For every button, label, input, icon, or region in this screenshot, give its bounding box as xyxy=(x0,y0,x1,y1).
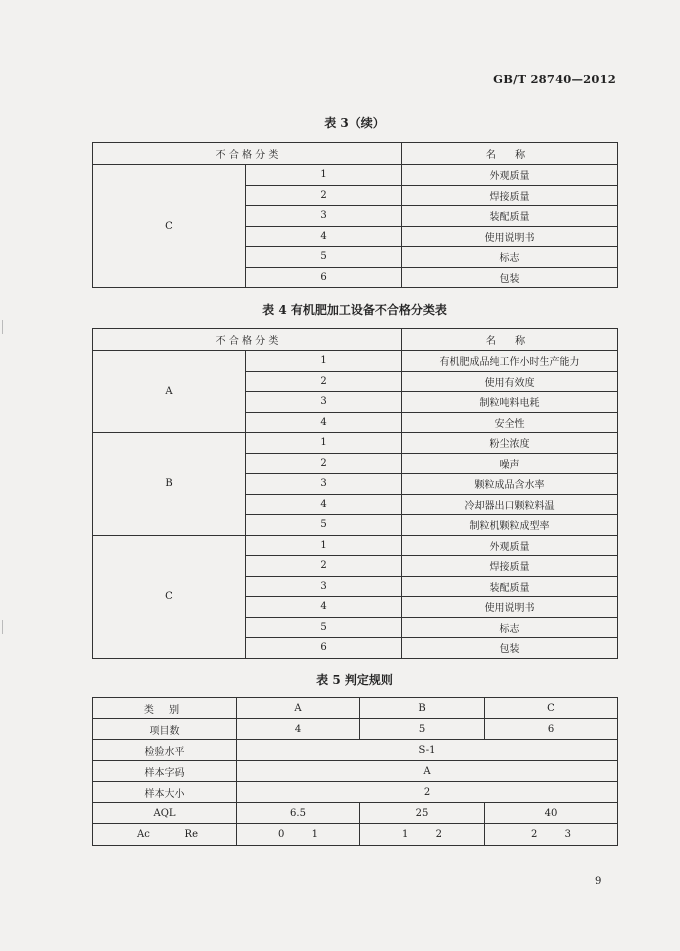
page-number: 9 xyxy=(595,876,602,887)
table5 xyxy=(92,697,618,846)
table4-header-name: 名 称 xyxy=(402,329,618,351)
table5-row-level xyxy=(93,740,618,761)
ac-value: 1 xyxy=(402,829,409,840)
re-value: 1 xyxy=(311,829,318,840)
item-number: 4 xyxy=(246,412,402,433)
item-name: 安全性 xyxy=(402,412,618,433)
re-value: 3 xyxy=(564,829,571,840)
binding-mark xyxy=(2,320,8,334)
item-name: 使用说明书 xyxy=(402,226,618,247)
item-name: 制粒吨料电耗 xyxy=(402,392,618,413)
item-number: 5 xyxy=(246,617,402,638)
table5-row-items xyxy=(93,719,618,740)
category-cell: A xyxy=(93,351,246,433)
item-number: 1 xyxy=(246,433,402,454)
re-value: 2 xyxy=(435,829,442,840)
table5-row-acre xyxy=(93,824,618,846)
item-number: 6 xyxy=(246,267,402,288)
cell-label: 检验水平 xyxy=(93,740,237,761)
item-name: 焊接质量 xyxy=(402,185,618,206)
re-label: Re xyxy=(184,829,198,840)
table5-row-code xyxy=(93,761,618,782)
cell-label: 样本字码 xyxy=(93,761,237,782)
item-name: 有机肥成品纯工作小时生产能力 xyxy=(402,351,618,372)
item-number: 1 xyxy=(246,535,402,556)
cell-value: 2 xyxy=(237,782,618,803)
cell-b: 25 xyxy=(360,803,485,824)
item-name: 焊接质量 xyxy=(402,556,618,577)
table3 xyxy=(92,142,618,288)
cell-label xyxy=(93,824,237,846)
cell-b: B xyxy=(360,698,485,719)
item-name: 外观质量 xyxy=(402,165,618,186)
item-number: 2 xyxy=(246,185,402,206)
item-number: 4 xyxy=(246,597,402,618)
cell-c: 6 xyxy=(485,719,618,740)
item-name: 使用说明书 xyxy=(402,597,618,618)
table-row xyxy=(93,351,618,372)
item-name: 使用有效度 xyxy=(402,371,618,392)
item-name: 包装 xyxy=(402,638,618,659)
table5-row-aql xyxy=(93,803,618,824)
item-number: 5 xyxy=(246,515,402,536)
item-number: 2 xyxy=(246,556,402,577)
cell-a: 6.5 xyxy=(237,803,360,824)
item-name: 冷却器出口颗粒料温 xyxy=(402,494,618,515)
cell-a xyxy=(237,824,360,846)
item-number: 3 xyxy=(246,576,402,597)
category-cell: B xyxy=(93,433,246,536)
cell-c xyxy=(485,824,618,846)
cell-label: AQL xyxy=(93,803,237,824)
cell-c: C xyxy=(485,698,618,719)
item-number: 4 xyxy=(246,494,402,515)
table4-header-class: 不 合 格 分 类 xyxy=(93,329,402,351)
ac-label: Ac xyxy=(137,829,150,840)
cell-label: 类 别 xyxy=(93,698,237,719)
item-number: 3 xyxy=(246,206,402,227)
item-number: 3 xyxy=(246,392,402,413)
category-cell: C xyxy=(93,165,246,288)
cell-value: A xyxy=(237,761,618,782)
item-number: 1 xyxy=(246,165,402,186)
item-name: 包装 xyxy=(402,267,618,288)
item-number: 4 xyxy=(246,226,402,247)
binding-mark xyxy=(2,620,8,634)
ac-value: 2 xyxy=(531,829,538,840)
table-row xyxy=(93,165,618,186)
item-number: 3 xyxy=(246,474,402,495)
table5-caption: 表 5 判定规则 xyxy=(316,673,393,687)
table3-caption: 表 3（续） xyxy=(324,116,385,130)
standard-number: GB/T 28740—2012 xyxy=(493,72,616,86)
item-number: 5 xyxy=(246,247,402,268)
table5-row-category xyxy=(93,698,618,719)
item-number: 2 xyxy=(246,371,402,392)
item-name: 标志 xyxy=(402,247,618,268)
cell-a: 4 xyxy=(237,719,360,740)
table4 xyxy=(92,328,618,659)
item-name: 标志 xyxy=(402,617,618,638)
item-number: 1 xyxy=(246,351,402,372)
table-row xyxy=(93,433,618,454)
item-number: 6 xyxy=(246,638,402,659)
cell-b xyxy=(360,824,485,846)
table3-header-name: 名 称 xyxy=(402,143,618,165)
cell-label: 样本大小 xyxy=(93,782,237,803)
table3-header-class: 不 合 格 分 类 xyxy=(93,143,402,165)
item-name: 制粒机颗粒成型率 xyxy=(402,515,618,536)
table4-caption: 表 4 有机肥加工设备不合格分类表 xyxy=(262,303,447,317)
item-name: 装配质量 xyxy=(402,576,618,597)
cell-b: 5 xyxy=(360,719,485,740)
cell-label: 项目数 xyxy=(93,719,237,740)
category-cell: C xyxy=(93,535,246,658)
item-name: 粉尘浓度 xyxy=(402,433,618,454)
table5-row-size xyxy=(93,782,618,803)
ac-value: 0 xyxy=(278,829,285,840)
item-name: 颗粒成品含水率 xyxy=(402,474,618,495)
cell-a: A xyxy=(237,698,360,719)
item-name: 装配质量 xyxy=(402,206,618,227)
item-number: 2 xyxy=(246,453,402,474)
item-name: 外观质量 xyxy=(402,535,618,556)
cell-value: S-1 xyxy=(237,740,618,761)
item-name: 噪声 xyxy=(402,453,618,474)
cell-c: 40 xyxy=(485,803,618,824)
table-row xyxy=(93,535,618,556)
